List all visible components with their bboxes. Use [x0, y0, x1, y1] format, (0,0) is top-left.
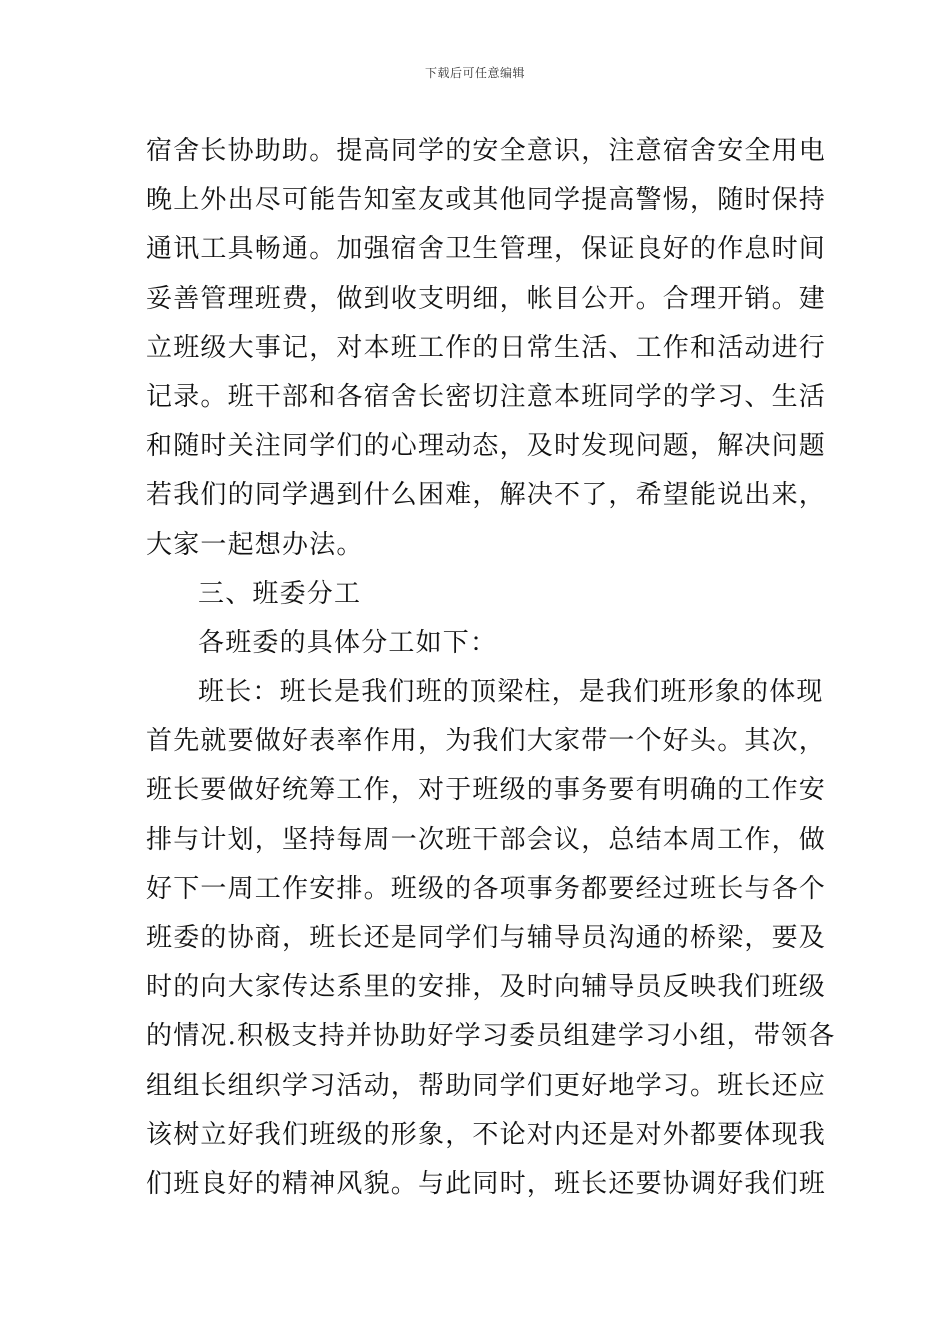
- text-line: 班委的协商，班长还是同学们与辅导员沟通的桥梁，要及: [146, 923, 827, 953]
- text-line: 各班委的具体分工如下：: [198, 627, 498, 658]
- text-line: 宿舍长协助助。提高同学的安全意识，注意宿舍安全用电: [146, 136, 827, 166]
- text-line: 大家一起想办法。: [146, 529, 364, 560]
- text-line: 的情况.积极支持并协助好学习委员组建学习小组，带领各: [146, 1021, 836, 1052]
- text-line: 班长：班长是我们班的顶梁柱，是我们班形象的体现: [198, 677, 824, 708]
- text-line: 通讯工具畅通。加强宿舍卫生管理，保证良好的作息时间: [146, 234, 827, 265]
- text-line: 若我们的同学遇到什么困难，解决不了，希望能说出来，: [146, 480, 827, 511]
- section-heading: 三、班委分工: [198, 578, 362, 609]
- text-line: 首先就要做好表率作用，为我们大家带一个好头。其次，: [146, 726, 827, 757]
- text-line: 好下一周工作安排。班级的各项事务都要经过班长与各个: [146, 873, 827, 904]
- text-line: 时的向大家传达系里的安排，及时向辅导员反映我们班级: [146, 972, 827, 1003]
- page-header: 下载后可任意编辑: [424, 66, 525, 80]
- text-line: 排与计划，坚持每周一次班干部会议，总结本周工作，做: [146, 824, 827, 855]
- text-line: 晚上外出尽可能告知室友或其他同学提高警惕，随时保持: [146, 185, 827, 216]
- text-line: 班长要做好统筹工作，对于班级的事务要有明确的工作安: [146, 775, 827, 806]
- body-text: [146, 127, 836, 1209]
- text-line: 立班级大事记，对本班工作的日常生活、工作和活动进行: [146, 332, 827, 363]
- text-line: 妥善管理班费，做到收支明细，帐目公开。合理开销。建: [146, 283, 827, 314]
- text-line: 记录。班干部和各宿舍长密切注意本班同学的学习、生活: [146, 381, 827, 412]
- text-line: 们班良好的精神风貌。与此同时，班长还要协调好我们班: [146, 1168, 827, 1199]
- text-line: 和随时关注同学们的心理动态，及时发现问题，解决问题: [146, 431, 827, 462]
- text-line: 组组长组织学习活动，帮助同学们更好地学习。班长还应: [146, 1070, 827, 1101]
- text-line: 该树立好我们班级的形象，不论对内还是对外都要体现我: [146, 1119, 827, 1150]
